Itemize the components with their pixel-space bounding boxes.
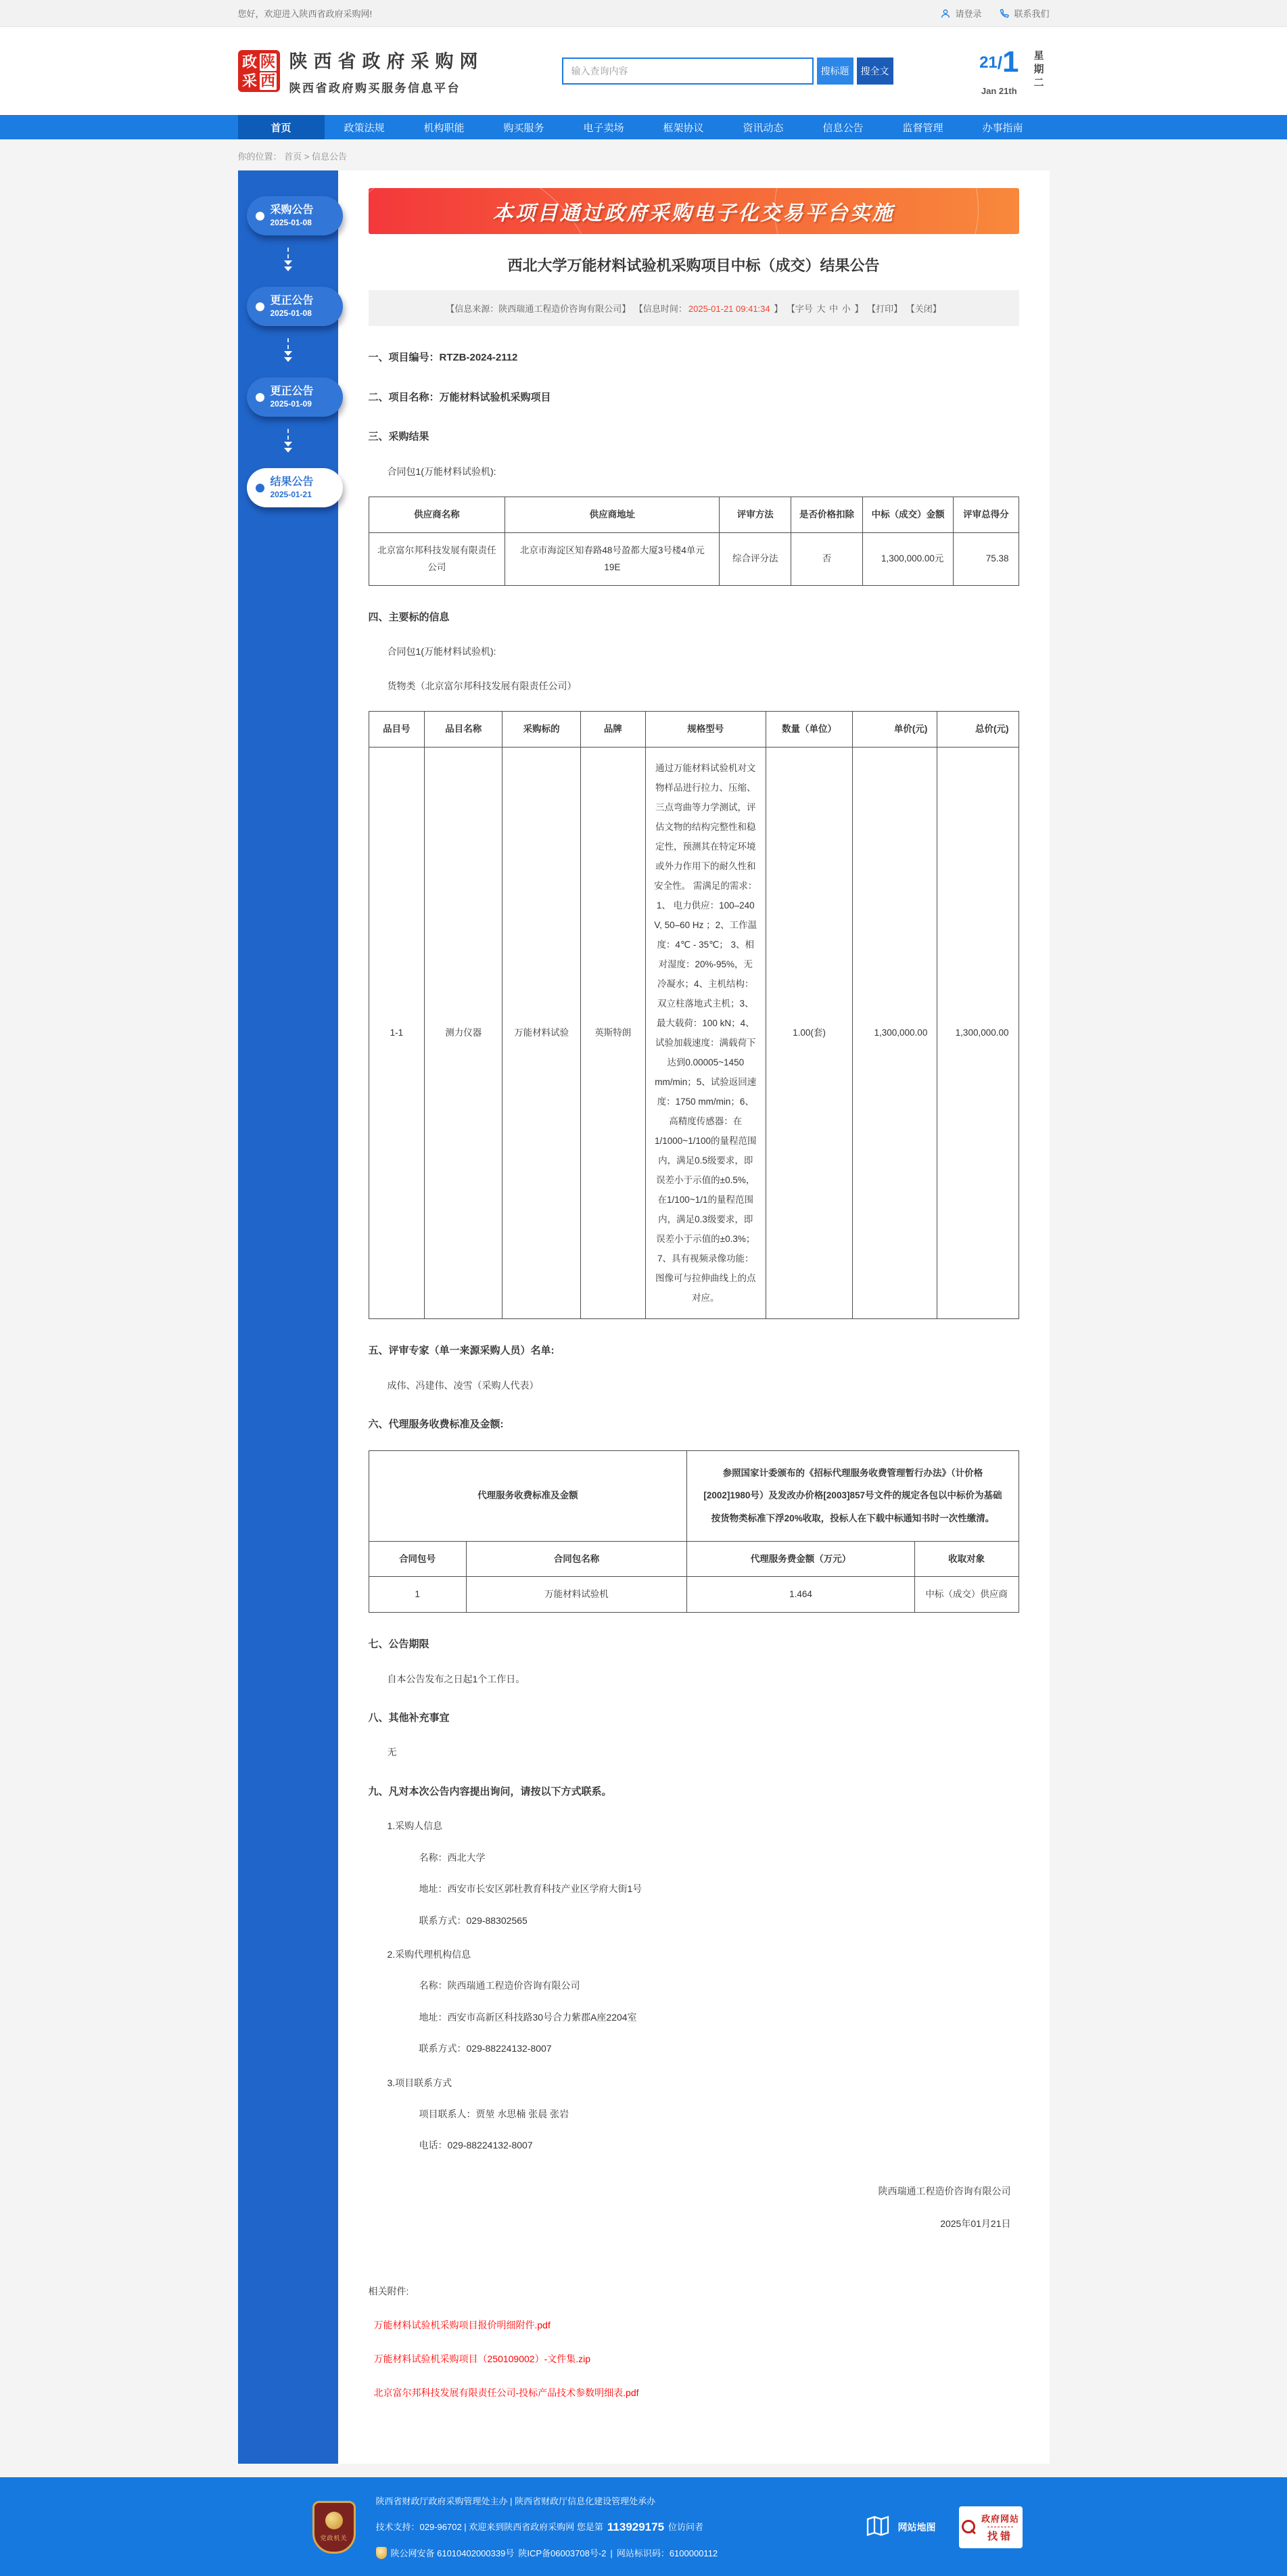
buyer-name: 名称：西北大学 xyxy=(419,1852,486,1863)
experts-list: 成伟、冯建伟、凌雪（采购人代表） xyxy=(387,1379,539,1391)
section-agency-fee-heading: 六、代理服务收费标准及金额: xyxy=(368,1419,504,1431)
step-correction-announcement-1[interactable]: 更正公告 2025-01-08 xyxy=(247,287,343,326)
nav-item-emarket[interactable]: 电子卖场 xyxy=(583,122,624,134)
fontsize-medium-button[interactable]: 中 xyxy=(829,304,839,314)
agency-address: 地址：西安市高新区科技路30号合力紫郡A座2204室 xyxy=(419,2011,637,2023)
table-row: 1 万能材料试验机 1.464 中标（成交）供应商 xyxy=(369,1577,1019,1613)
nav-item-policies[interactable]: 政策法规 xyxy=(344,122,385,134)
result-table: 供应商名称 供应商地址 评审方法 是否价格扣除 中标（成交）金额 评审总得分 北京富尔邦科技发展有限责任公司 北京市海淀区知春路48号盈都大厦3号楼4单元19E 综合评分法 否 1,300,000.00元 75.38 xyxy=(369,497,1019,586)
search-title-button[interactable]: 搜标题 xyxy=(817,58,853,85)
other-matters-text: 无 xyxy=(387,1747,397,1758)
sitemap-link[interactable]: 网站地图 xyxy=(864,2512,936,2542)
agency-phone: 联系方式：029-88224132-8007 xyxy=(419,2043,552,2054)
announcement-timeline xyxy=(238,170,338,2464)
agency-info-heading: 2.采购代理机构信息 xyxy=(387,1948,471,1960)
beian-link[interactable]: 陕公网安备 61010402000339号 xyxy=(390,2548,515,2558)
section-contact-heading: 九、凡对本次公告内容提出询问，请按以下方式联系。 xyxy=(368,1785,612,1797)
date-widget: 21/1 Jan 21th 星 期 二 xyxy=(979,45,1044,96)
nav-item-framework[interactable]: 框架协议 xyxy=(663,122,704,134)
topbar xyxy=(0,0,1287,27)
nav-item-news[interactable]: 资讯动态 xyxy=(743,122,784,134)
phone-icon xyxy=(999,8,1010,19)
step-dot xyxy=(256,302,264,311)
public-security-badge-icon xyxy=(376,2547,387,2559)
icp-link[interactable]: 陕ICP备06003708号-2 xyxy=(518,2548,607,2558)
section-main-items-heading: 四、主要标的信息 xyxy=(368,611,450,623)
items-table: 品目号 品目名称 采购标的 品牌 规格型号 数量（单位） 单价(元) 总价(元) 1-1 测力仪器 万能材料试验 英斯特朗 通过万能材料试验机对文物样品进行拉力、压缩、三点弯曲等力学测试，评估文物的结构完整性和稳定性，预测其在特定环境或外力作用下的耐久性和安全性。 需满足的需求：1、 电力供应：100–240 V, 50–60 Hz ；2、工作温度：4℃ - 35℃； 3、相对湿度：20%-95%，无冷凝水；4、主机结构：双立柱落地式主机；3、最大载荷：100 kN；4、试验加载速度：满载荷下达到0.00005~1450 mm/min；5、试验返回速度：1750 mm/min；6、高精度传感器：在1/1000~1/100的量程范围内，满足0.5级要求，即误差小于示值的±0.5%，在1/100~1/1的量程范围内，满足0.3级要求，即误差小于示值的±0.3%；7、具有视频录像功能：图像可与拉伸曲线上的点对应。 1.00(套) 1,300,000.00 1,300,000.00 xyxy=(369,711,1019,1319)
fontsize-small-button[interactable]: 小 xyxy=(841,304,851,314)
attachments-label: 相关附件: xyxy=(368,2285,409,2297)
site-title: 陕西省政府采购网 xyxy=(289,51,484,72)
nav-item-guide[interactable]: 办事指南 xyxy=(982,122,1023,134)
section-announcement-period-heading: 七、公告期限 xyxy=(368,1638,429,1651)
site-footer xyxy=(0,2477,1287,2576)
contract-package-note: 合同包1(万能材料试验机): xyxy=(387,646,496,658)
nav-item-supervision[interactable]: 监督管理 xyxy=(902,122,943,134)
article-meta-bar: 【信息来源：陕西瑞通工程造价咨询有限公司】 【信息时间： 2025-01-21 09:41:34 】 【字号 大 中 小 】 【打印】 【关闭】 xyxy=(369,290,1019,326)
website-error-report-badge[interactable]: 政府网站 找错 xyxy=(959,2506,1023,2548)
goods-category-note: 货物类（北京富尔邦科技发展有限责任公司） xyxy=(387,680,577,691)
buyer-address: 地址：西安市长安区郭杜教育科技产业区学府大街1号 xyxy=(419,1883,642,1895)
step-dot xyxy=(256,393,264,402)
signature-date: 2025年01月21日 xyxy=(940,2217,1011,2229)
table-row: 1-1 测力仪器 万能材料试验 英斯特朗 通过万能材料试验机对文物样品进行拉力、压缩、三点弯曲等力学测试，评估文物的结构完整性和稳定性，预测其在特定环境或外力作用下的耐久性和安全性。 需满足的需求：1、 电力供应：100–240 V, 50–60 Hz ；2、工作温度：4℃ - 35℃； 3、相对湿度：20%-95%，无冷凝水；4、主机结构：双立柱落地式主机；3、最大载荷：100 kN；4、试验加载速度：满载荷下达到0.00005~1450 mm/min；5、试验返回速度：1750 mm/min；6、高精度传感器：在1/1000~1/100的量程范围内，满足0.5级要求，即误差小于示值的±0.5%，在1/100~1/1的量程范围内，满足0.3级要求，即误差小于示值的±0.3%；7、具有视频录像功能：图像可与拉伸曲线上的点对应。 1.00(套) 1,300,000.00 1,300,000.00 xyxy=(369,747,1019,1318)
footer-beian-line: 陕公网安备 61010402000339号 陕ICP备06003708号-2 | 网站标识码：6100000112 xyxy=(376,2547,718,2560)
table-row: 北京富尔邦科技发展有限责任公司 北京市海淀区知春路48号盈都大厦3号楼4单元19E 综合评分法 否 1,300,000.00元 75.38 xyxy=(369,532,1019,585)
nav-item-announcements[interactable]: 信息公告 xyxy=(822,122,864,134)
main-nav xyxy=(0,115,1287,139)
contact-link[interactable]: 联系我们 xyxy=(999,7,1049,20)
close-button[interactable]: 【关闭】 xyxy=(906,304,941,314)
step-dot xyxy=(256,484,264,492)
project-contact-person: 项目联系人：贾堃 水思楠 张晨 张岩 xyxy=(419,2108,569,2119)
agency-fee-table: 代理服务收费标准及金额 参照国家计委颁布的《招标代理服务收费管理暂行办法》（计价格[2002]1980号）及发改办价格[2003]857号文件的规定各包以中标价为基础按货物类标准下浮20%收取，投标人在下载中标通知书时一次性缴清。 合同包号 合同包名称 代理服务费金额（万元） 收取对象 1 万能材料试验机 1.464 中标（成交）供应商 xyxy=(369,1450,1019,1613)
welcome-text: 您好，欢迎进入陕西省政府采购网! xyxy=(237,9,373,19)
date-weekday: 星 期 二 xyxy=(1033,49,1044,89)
buyer-info-heading: 1.采购人信息 xyxy=(387,1820,443,1832)
site-header xyxy=(0,27,1287,115)
buyer-phone: 联系方式：029-88302565 xyxy=(419,1914,528,1926)
print-button[interactable]: 【打印】 xyxy=(867,304,903,314)
fontsize-large-button[interactable]: 大 xyxy=(816,304,826,314)
announcement-period-text: 自本公告发布之日起1个工作日。 xyxy=(387,1673,525,1684)
arrow-down-icon xyxy=(238,326,338,377)
project-contact-heading: 3.项目联系方式 xyxy=(387,2077,452,2088)
date-month: 1 xyxy=(1002,45,1019,78)
step-correction-announcement-2[interactable]: 更正公告 2025-01-09 xyxy=(247,377,343,417)
step-result-announcement[interactable]: 结果公告 2025-01-21 xyxy=(247,468,343,507)
step-dot xyxy=(256,212,264,221)
attachment-link-fileset-zip[interactable]: 万能材料试验机采购项目（250109002）-文件集.zip xyxy=(373,2353,591,2364)
search-input[interactable] xyxy=(562,58,814,85)
spec-cell: 通过万能材料试验机对文物样品进行拉力、压缩、三点弯曲等力学测试，评估文物的结构完整性和稳定性，预测其在特定环境或外力作用下的耐久性和安全性。 需满足的需求：1、 电力供应：100–240 V, 50–60 Hz ；2、工作温度：4℃ - 35℃； 3、相对湿度：20%-95%，无冷凝水；4、主机结构：双立柱落地式主机；3、最大载荷：100 kN；4、试验加载速度：满载荷下达到0.00005~1450 mm/min；5、试验返回速度：1750 mm/min；6、高精度传感器：在1/1000~1/100的量程范围内，满足0.5级要求，即误差小于示值的±0.5%，在1/100~1/1的量程范围内，满足0.3级要求，即误差小于示值的±0.3%；7、具有视频录像功能：图像可与拉伸曲线上的点对应。 xyxy=(645,747,766,1318)
signature-block xyxy=(369,2184,1019,2230)
signature-company: 陕西瑞通工程造价咨询有限公司 xyxy=(878,2185,1011,2196)
breadcrumb: 你的位置： 首页 > 信息公告 xyxy=(237,152,348,162)
footer-organizer-line: 陕西省财政厅政府采购管理处主办 | 陕西省财政厅信息化建设管理处承办 xyxy=(375,2496,656,2506)
section-result-heading: 三、采购结果 xyxy=(368,431,429,442)
site-logo[interactable] xyxy=(238,47,484,95)
breadcrumb-current[interactable]: 信息公告 xyxy=(312,152,348,162)
search-bar xyxy=(562,58,893,85)
arrow-down-icon xyxy=(238,417,338,468)
section-other-matters-heading: 八、其他补充事宜 xyxy=(368,1711,450,1724)
nav-item-home[interactable]: 首页 xyxy=(238,115,325,139)
attachment-link-tech-params-pdf[interactable]: 北京富尔邦科技发展有限责任公司-投标产品技术参数明细表.pdf xyxy=(373,2387,639,2398)
arrow-down-icon xyxy=(238,235,338,287)
nav-item-purchase-service[interactable]: 购买服务 xyxy=(503,122,544,134)
section-experts-heading: 五、评审专家（单一来源采购人员）名单: xyxy=(368,1345,555,1357)
footer-tech-line: 技术支持：029-96702 | 欢迎来到陕西省政府采购网 您是第 113929175 位访问者 xyxy=(376,2518,718,2536)
login-link[interactable]: 请登录 xyxy=(940,7,981,20)
section-project-name: 二、项目名称：万能材料试验机采购项目 xyxy=(368,391,551,403)
eplatform-banner: 本项目通过政府采购电子化交易平台实施 xyxy=(369,188,1019,234)
table-row: 代理服务收费标准及金额 参照国家计委颁布的《招标代理服务收费管理暂行办法》（计价格[2002]1980号）及发改办价格[2003]857号文件的规定各包以中标价为基础按货物类标准下浮20%收取，投标人在下载中标通知书时一次性缴清。 xyxy=(369,1450,1019,1541)
magnifier-icon xyxy=(962,2520,977,2535)
logo-seal-icon: 政 陕 采 西 xyxy=(238,50,280,92)
attachment-link-quotation-pdf[interactable]: 万能材料试验机采购项目报价明细附件.pdf xyxy=(373,2319,551,2330)
visitor-count: 113929175 xyxy=(607,2521,665,2534)
info-time: 2025-01-21 09:41:34 xyxy=(688,304,770,314)
user-icon xyxy=(940,8,951,19)
nav-item-functions[interactable]: 机构职能 xyxy=(423,122,465,134)
government-emblem-icon: 党政机关 xyxy=(312,2501,356,2554)
project-contact-phone: 电话：029-88224132-8007 xyxy=(419,2140,533,2151)
search-fulltext-button[interactable]: 搜全文 xyxy=(857,58,893,85)
step-procurement-announcement[interactable]: 采购公告 2025-01-08 xyxy=(247,196,343,235)
agency-name: 名称：陕西瑞通工程造价咨询有限公司 xyxy=(419,1980,580,1992)
site-subtitle: 陕西省政府购买服务信息平台 xyxy=(289,82,461,95)
page-title: 西北大学万能材料试验机采购项目中标（成交）结果公告 xyxy=(507,257,880,274)
map-icon xyxy=(864,2512,891,2542)
article-content xyxy=(338,170,1050,2464)
date-day: 21 xyxy=(979,53,998,72)
date-english: Jan 21th xyxy=(981,85,1017,96)
contract-package-note: 合同包1(万能材料试验机): xyxy=(387,465,496,477)
info-source: 【信息来源：陕西瑞通工程造价咨询有限公司】 xyxy=(446,304,631,314)
breadcrumb-home[interactable]: 首页 xyxy=(284,152,302,162)
attachments-section xyxy=(369,2284,1019,2399)
section-project-number: 一、项目编号：RTZB-2024-2112 xyxy=(368,352,518,363)
site-code: 网站标识码：6100000112 xyxy=(616,2548,718,2558)
